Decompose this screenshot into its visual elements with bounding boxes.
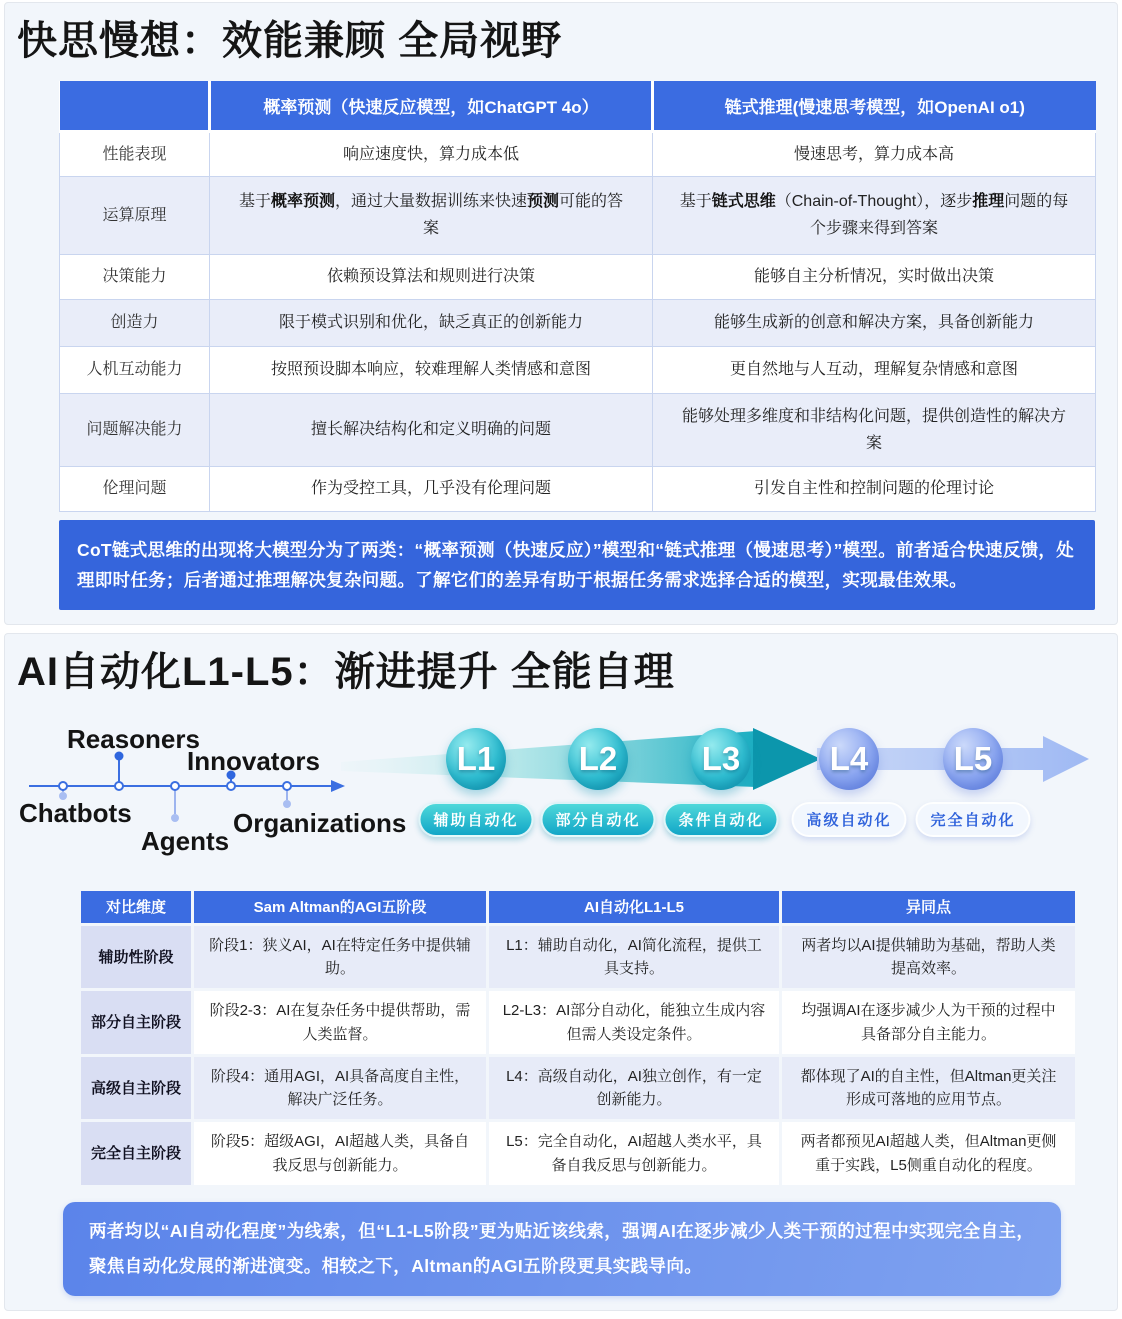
cell-altman: 阶段5：超级AGI，AI超越人类，具备自我反思与创新能力。	[194, 1122, 486, 1185]
tick	[171, 782, 179, 790]
row-label: 决策能力	[60, 254, 210, 299]
table-row	[60, 254, 1096, 299]
timeline-arrowhead	[331, 780, 345, 792]
cell-fast: 按照预设脚本响应，较难理解人类情感和意图	[210, 346, 653, 393]
cell-automation: L4：高级自动化，AI独立创作，有一定创新能力。	[489, 1057, 779, 1120]
table-row	[81, 1057, 1075, 1120]
t1-header-empty	[60, 81, 210, 131]
row-label: 问题解决能力	[60, 393, 210, 466]
level-pill-l1: 辅助自动化	[418, 802, 533, 837]
cell-dimension: 完全自主阶段	[81, 1122, 191, 1185]
t2-header-altman: Sam Altman的AGI五阶段	[194, 891, 486, 923]
tick	[227, 782, 235, 790]
cell-slow: 基于链式思维（Chain-of-Thought），逐步推理问题的每个步骤来得到答案	[653, 176, 1096, 254]
cell-slow: 引发自主性和控制问题的伦理讨论	[653, 466, 1096, 511]
section-fast-slow-thinking	[4, 2, 1118, 625]
section2-title: AI自动化L1-L5：渐进提升 全能自理	[17, 649, 675, 694]
cell-fast: 依赖预设算法和规则进行决策	[210, 254, 653, 299]
timeline-label-agents: Agents	[141, 825, 230, 856]
cell-slow: 能够自主分析情况，实时做出决策	[653, 254, 1096, 299]
t1-header-fast-model: 概率预测（快速反应模型，如ChatGPT 4o）	[210, 81, 653, 131]
t1-header-slow-model: 链式推理(慢速思考模型，如OpenAI o1)	[653, 81, 1096, 131]
tick	[115, 782, 123, 790]
cell-automation: L5：完全自动化，AI超越人类水平，具备自我反思与创新能力。	[489, 1122, 779, 1185]
table-row	[60, 346, 1096, 393]
cell-slow: 慢速思考，算力成本高	[653, 131, 1096, 176]
timeline-label-chatbots: Chatbots	[19, 797, 132, 828]
cell-fast: 响应速度快，算力成本低	[210, 131, 653, 176]
cell-altman: 阶段4：通用AGI，AI具备高度自主性，解决广泛任务。	[194, 1057, 486, 1120]
table-row	[81, 1122, 1075, 1185]
table-row	[60, 466, 1096, 511]
cell-fast: 限于模式识别和优化，缺乏真正的创新能力	[210, 299, 653, 346]
cell-fast: 擅长解决结构化和定义明确的问题	[210, 393, 653, 466]
table-row	[60, 176, 1096, 254]
cell-slow: 更自然地与人互动，理解复杂情感和意图	[653, 346, 1096, 393]
t2-header-difference: 异同点	[782, 891, 1075, 923]
timeline-label-innovators: Innovators	[187, 745, 320, 776]
level-badge-l3: L3	[691, 728, 751, 790]
level-badge-l1: L1	[446, 728, 506, 790]
row-label: 运算原理	[60, 176, 210, 254]
table-row	[81, 991, 1075, 1054]
level-pill-l4: 高级自动化	[791, 802, 906, 837]
agi-stage-comparison-table	[78, 888, 1078, 1188]
cell-fast: 作为受控工具，几乎没有伦理问题	[210, 466, 653, 511]
cell-difference: 均强调AI在逐步减少人为干预的过程中具备部分自主能力。	[782, 991, 1075, 1054]
table-header-row	[81, 891, 1075, 923]
dot-agents	[171, 814, 179, 822]
row-label: 伦理问题	[60, 466, 210, 511]
cell-dimension: 高级自主阶段	[81, 1057, 191, 1120]
section-ai-automation-levels	[4, 633, 1118, 1311]
level-badge-l5: L5	[943, 728, 1003, 790]
timeline-label-reasoners: Reasoners	[67, 723, 200, 754]
t2-header-dimension: 对比维度	[81, 891, 191, 923]
row-label: 人机互动能力	[60, 346, 210, 393]
cell-dimension: 部分自主阶段	[81, 991, 191, 1054]
level-badge-l2: L2	[568, 728, 628, 790]
table-row	[60, 299, 1096, 346]
cell-dimension: 辅助性阶段	[81, 926, 191, 989]
timeline-label-organizations: Organizations	[233, 807, 407, 838]
level-pill-l2: 部分自动化	[540, 802, 655, 837]
level-pill-l5: 完全自动化	[915, 802, 1030, 837]
row-label: 创造力	[60, 299, 210, 346]
table-header-row	[60, 81, 1096, 131]
table-row	[81, 926, 1075, 989]
table-row	[60, 131, 1096, 176]
level-badge-l4: L4	[819, 728, 879, 790]
t2-header-automation: AI自动化L1-L5	[489, 891, 779, 923]
cell-automation: L2-L3：AI部分自动化，能独立生成内容但需人类设定条件。	[489, 991, 779, 1054]
tick	[283, 782, 291, 790]
cell-slow: 能够处理多维度和非结构化问题，提供创造性的解决方案	[653, 393, 1096, 466]
cell-fast: 基于概率预测，通过大量数据训练来快速预测可能的答案	[210, 176, 653, 254]
section1-title: 快思慢想：效能兼顾 全局视野	[17, 19, 563, 63]
tick	[59, 782, 67, 790]
level-pill-l3: 条件自动化	[663, 802, 778, 837]
dot-organizations	[283, 800, 291, 808]
cell-difference: 两者都预见AI超越人类，但Altman更侧重于实践，L5侧重自动化的程度。	[782, 1122, 1075, 1185]
cell-difference: 两者均以AI提供辅助为基础，帮助人类提高效率。	[782, 926, 1075, 989]
page	[0, 2, 1122, 1311]
teal-arrowhead	[753, 728, 821, 790]
row-label: 性能表现	[60, 131, 210, 176]
cell-altman: 阶段2-3：AI在复杂任务中提供帮助，需人类监督。	[194, 991, 486, 1054]
l1-l5-diagram	[5, 704, 1119, 872]
cell-altman: 阶段1：狭义AI，AI在特定任务中提供辅助。	[194, 926, 486, 989]
table-row	[60, 393, 1096, 466]
model-comparison-table	[59, 81, 1096, 512]
section2-summary-callout: 两者均以“AI自动化程度”为线索，但“L1-L5阶段”更为贴近该线索，强调AI在逐步减少人类干预的过程中实现完全自主，聚焦自动化发展的渐进演变。相较之下，Altman的AGI五阶段更具实践导向。	[63, 1202, 1061, 1296]
cell-slow: 能够生成新的创意和解决方案，具备创新能力	[653, 299, 1096, 346]
cell-difference: 都体现了AI的自主性，但Altman更关注形成可落地的应用节点。	[782, 1057, 1075, 1120]
cell-automation: L1：辅助自动化，AI简化流程，提供工具支持。	[489, 926, 779, 989]
section1-summary-callout: CoT链式思维的出现将大模型分为了两类：“概率预测（快速反应）”模型和“链式推理（慢速思考）”模型。前者适合快速反馈，处理即时任务；后者通过推理解决复杂问题。了解它们的差异有助于根据任务需求选择合适的模型，实现最佳效果。	[59, 520, 1095, 610]
